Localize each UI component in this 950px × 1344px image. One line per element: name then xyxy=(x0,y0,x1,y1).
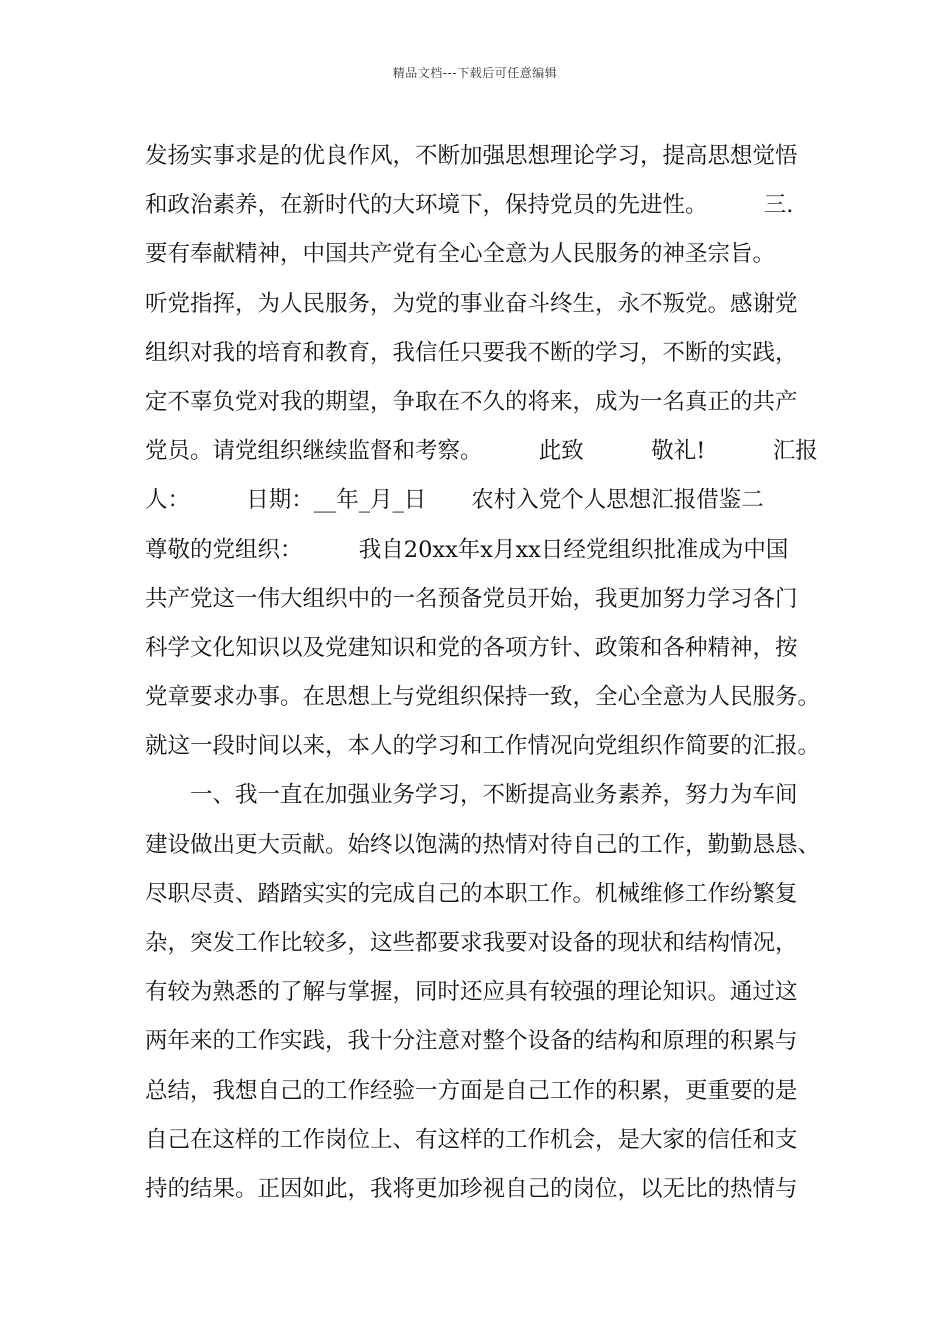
text-line-19: 两年来的工作实践，我十分注意对整个设备的结构和原理的积累与 xyxy=(145,1028,798,1055)
text-line-18: 有较为熟悉的了解与掌握，同时还应具有较强的理论知识。通过这 xyxy=(145,979,798,1006)
text-line-6: 定不辜负党对我的期望，争取在不久的将来，成为一名真正的共产 xyxy=(145,388,798,415)
text-line-20: 总结，我想自己的工作经验一方面是自己工作的积累，更重要的是 xyxy=(145,1077,798,1104)
text-line-12: 党章要求办事。在思想上与党组织保持一致，全心全意为人民服务。 xyxy=(145,684,821,711)
text-line-10: 共产党这一伟大组织中的一名预备党员开始，我更加努力学习各门 xyxy=(145,585,798,612)
text-line-4: 听党指挥，为人民服务，为党的事业奋斗终生，永不叛党。感谢党 xyxy=(145,290,798,317)
text-line-2: 和政治素养，在新时代的大环境下，保持党员的先进性。 三. xyxy=(145,192,794,219)
text-line-21: 自己在这样的工作岗位上、有这样的工作机会，是大家的信任和支 xyxy=(145,1126,798,1153)
text-line-3: 要有奉献精神，中国共产党有全心全意为人民服务的神圣宗旨。 xyxy=(145,241,776,268)
text-line-5: 组织对我的培育和教育，我信任只要我不断的学习，不断的实践， xyxy=(145,339,798,366)
text-line-16: 尽职尽责、踏踏实实的完成自己的本职工作。机械维修工作纷繁复 xyxy=(145,880,798,907)
text-line-14: 一、我一直在加强业务学习，不断提高业务素养，努力为车间 xyxy=(145,782,798,809)
text-line-15: 建设做出更大贡献。始终以饱满的热情对待自己的工作，勤勤恳恳、 xyxy=(145,831,821,858)
document-body xyxy=(145,132,835,1214)
text-line-22: 持的结果。正因如此，我将更加珍视自己的岗位，以无比的热情与 xyxy=(145,1175,798,1202)
text-line-11: 科学文化知识以及党建知识和党的各项方针、政策和各种精神，按 xyxy=(145,634,798,661)
text-line-7: 党员。请党组织继续监督和考察。 此致 敬礼! 汇报 xyxy=(145,438,818,465)
page-header: 精品文档---下载后可任意编辑 xyxy=(392,66,558,80)
text-line-17: 杂，突发工作比较多，这些都要求我要对设备的现状和结构情况， xyxy=(145,930,798,956)
text-line-9: 尊敬的党组织： 我自20xx年x月xx日经党组织批准成为中国 xyxy=(145,536,789,563)
text-line-13: 就这一段时间以来，本人的学习和工作情况向党组织作简要的汇报。 xyxy=(145,733,821,760)
text-line-8: 人： 日期：__年_月_日 农村入党个人思想汇报借鉴二 xyxy=(145,487,764,514)
text-line-1: 发扬实事求是的优良作风，不断加强思想理论学习，提高思想觉悟 xyxy=(145,143,798,169)
